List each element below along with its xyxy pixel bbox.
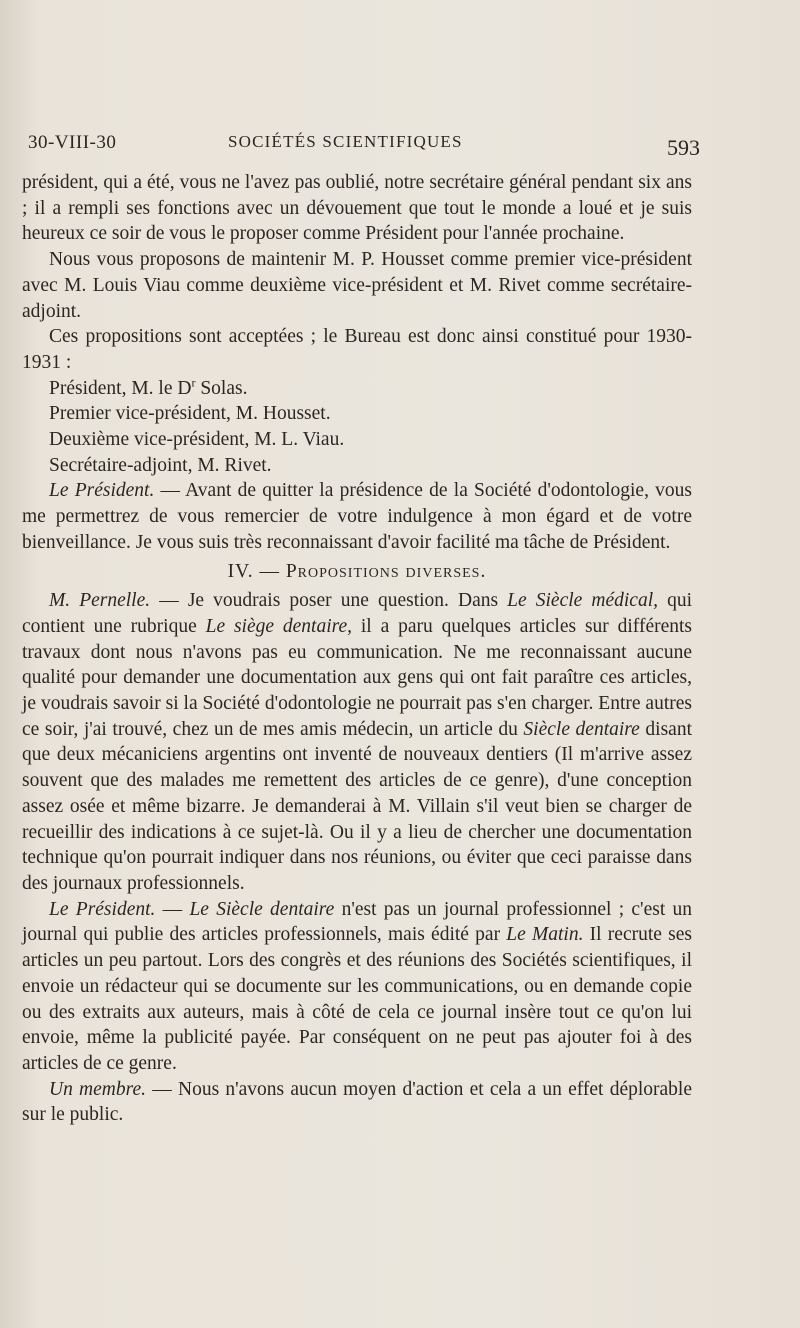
bureau-president: Président, M. le $D^r$ Solas.: [49, 375, 248, 399]
paragraph-pernelle: M. Pernelle. — Je voudrais poser une question. Dans Le Siècle médical, qui contient une rubrique Le siège dentaire, il a paru quelques articles sur différents travaux dont nous n'avons pas eu communication. Ne me reconnaissant aucune qualité pour demander une documentation aux gens qui ont fait paraître ces articles, je voudrais savoir si la Société d'odontologie ne pourrait pas s'en charger. Entre autres ce soir, j'ai trouvé, chez un de mes amis médecin, un article du Siècle dentaire disant que deux mécaniciens argentins ont inventé de nouveaux dentiers (Il m'arrive assez souvent que des malades me remettent des articles de ce genre), d'une conception assez osée et même bizarre. Je demanderai à M. Villain s'il veut bien se charger de recueillir des indications à ce sujet-là. Ou il y a lieu de chercher une documentation technique qu'on pourrait indiquer dans nos réunions, ou éviter que ceci paraisse dans des journaux professionnels.: [22, 590, 693, 894]
bureau-deuxieme-vice-president: Deuxième vice-président, M. L. Viau.: [49, 429, 345, 451]
speaker-label: Le Président.: [49, 898, 156, 920]
paragraph-vice-presidents: Nous vous proposons de maintenir M. P. Housset comme premier vice-président avec M. Louis Viau comme deuxième vice-président et M. Rivet comme secrétaire-adjoint.: [22, 249, 692, 322]
page-body: [22, 170, 692, 1128]
paragraph-president-reply: Le Président. — Le Siècle dentaire n'est pas un journal professionnel ; c'est un journal qui publie des articles professionnels, mais édité par Le Matin. Il recrute ses articles un peu partout. Lors des congrès et des réunions des Sociétés scientifiques, il envoie un rédacteur qui se documente sur les communications, ou en demande copie ou des extraits aux auteurs, mais à côté de cela ce journal insère tout ce qu'on lui envoie, même la publicité payée. Par conséquent on ne peut pas ajouter foi à des articles de ce genre.: [22, 898, 693, 1074]
speaker-label: M. Pernelle.: [49, 590, 151, 612]
paragraph-membre: Un membre. — Nous n'avons aucun moyen d'action et cela a un effet déplorable sur le public.: [22, 1078, 692, 1126]
paragraph-propositions: Ces propositions sont acceptées ; le Bureau est donc ainsi constitué pour 1930-1931 :: [22, 326, 692, 373]
paragraph-president-remark: Le Président. — Avant de quitter la présidence de la Société d'odontologie, vous me permettrez de vous remercier de votre indulgence à mon égard et de votre bienveillance. Je vous suis très reconnaissant d'avoir facilité ma tâche de Président.: [22, 480, 693, 553]
header-date: 30-VIII-30: [28, 132, 117, 153]
paragraph-president-intro: président, qui a été, vous ne l'avez pas oublié, notre secrétaire général pendant six ans ; il a rempli ses fonctions avec un dévouement que tout le monde a loué et je suis heureux ce soir de vous le proposer comme Président pour l'année prochaine.: [22, 172, 692, 245]
page-number: 593: [667, 135, 700, 160]
bureau-premier-vice-president: Premier vice-président, M. Housset.: [49, 403, 331, 425]
speaker-label: Un membre.: [49, 1078, 147, 1100]
running-header: [28, 128, 700, 158]
bureau-secretaire-adjoint: Secrétaire-adjoint, M. Rivet.: [49, 454, 272, 476]
header-title: SOCIÉTÉS SCIENTIFIQUES: [228, 132, 463, 151]
section-heading: IV. — Propositions diverses.: [227, 560, 487, 582]
speaker-label: Le Président.: [49, 480, 155, 502]
